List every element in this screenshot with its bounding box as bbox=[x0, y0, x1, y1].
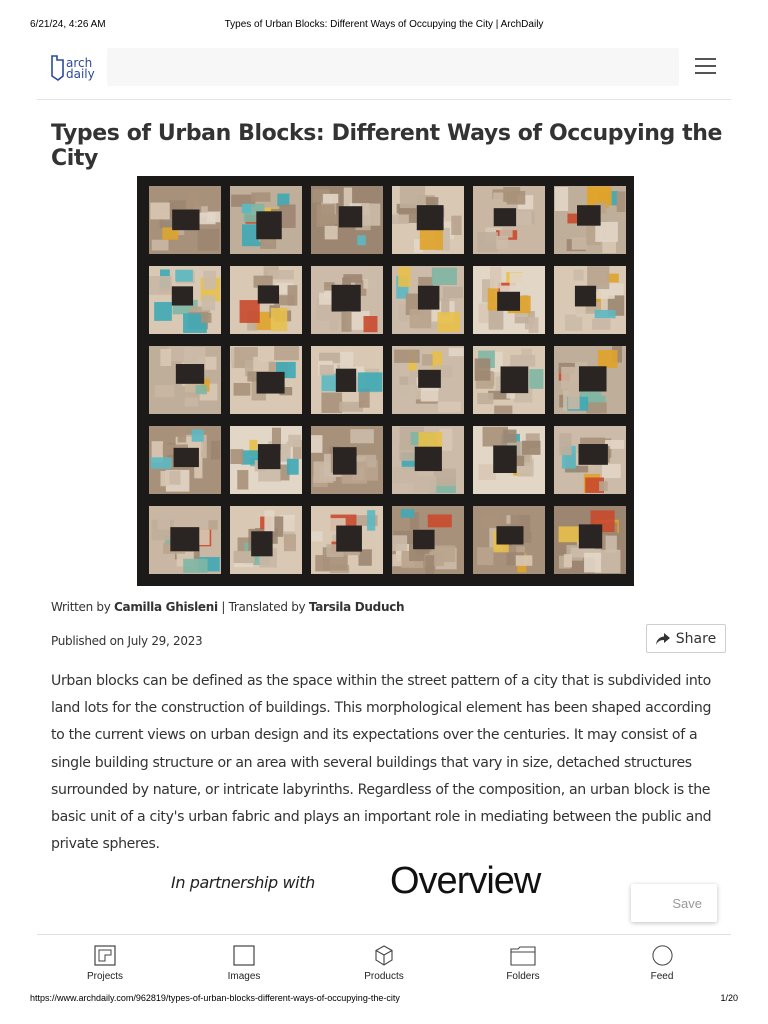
print-header bbox=[0, 19, 768, 33]
nav-feed[interactable] bbox=[622, 945, 702, 982]
city-block bbox=[473, 346, 545, 414]
share-button[interactable] bbox=[646, 624, 726, 653]
byline bbox=[51, 600, 404, 614]
city-block bbox=[311, 186, 383, 254]
city-block bbox=[392, 346, 464, 414]
partner-logo[interactable]: Overview bbox=[390, 860, 541, 902]
city-block bbox=[392, 186, 464, 254]
bottom-nav bbox=[37, 934, 731, 986]
city-block bbox=[554, 346, 626, 414]
nav-projects[interactable] bbox=[65, 945, 145, 982]
projects-icon bbox=[94, 945, 116, 966]
city-block bbox=[230, 186, 302, 254]
archdaily-logo[interactable] bbox=[49, 52, 101, 84]
city-block bbox=[554, 506, 626, 574]
print-page-number: 1/20 bbox=[720, 993, 738, 1003]
translator-link[interactable]: Tarsila Duduch bbox=[308, 600, 405, 614]
print-document-title: Types of Urban Blocks: Different Ways of Occupying the City | ArchDaily bbox=[224, 19, 544, 30]
byline-translated-prefix: | Translated by bbox=[217, 600, 309, 614]
city-block bbox=[311, 426, 383, 494]
nav-label-folders: Folders bbox=[506, 971, 540, 982]
images-icon bbox=[233, 945, 255, 966]
city-block bbox=[473, 506, 545, 574]
print-url: https://www.archdaily.com/962819/types-of-urban-blocks-different-ways-of-occupying-the-city bbox=[30, 993, 400, 1003]
nav-label-images: Images bbox=[227, 971, 261, 982]
aerial-city-grid-image bbox=[137, 176, 634, 586]
hamburger-menu-icon[interactable] bbox=[695, 58, 717, 76]
city-block bbox=[311, 506, 383, 574]
hero-image[interactable] bbox=[137, 176, 634, 586]
nav-label-projects: Projects bbox=[86, 971, 124, 982]
city-block bbox=[230, 266, 302, 334]
folders-icon bbox=[510, 945, 536, 966]
published-date: Published on July 29, 2023 bbox=[51, 634, 203, 648]
city-block bbox=[230, 346, 302, 414]
city-block bbox=[149, 186, 221, 254]
feed-icon bbox=[651, 945, 674, 966]
city-block bbox=[554, 426, 626, 494]
save-button[interactable]: Save bbox=[631, 884, 717, 922]
nav-label-products: Products bbox=[364, 971, 404, 982]
logo-text-daily: daily bbox=[66, 67, 95, 81]
print-date: 6/21/24, 4:26 AM bbox=[30, 19, 106, 30]
city-block bbox=[392, 266, 464, 334]
archdaily-logo-icon bbox=[49, 54, 67, 82]
city-block bbox=[473, 426, 545, 494]
logo-text bbox=[66, 58, 95, 80]
share-icon bbox=[656, 633, 670, 645]
search-bar[interactable] bbox=[107, 48, 679, 86]
nav-products[interactable] bbox=[344, 945, 424, 982]
logo-text-arch: arch bbox=[66, 56, 93, 70]
city-block bbox=[392, 506, 464, 574]
print-footer bbox=[0, 993, 768, 1007]
city-block bbox=[230, 426, 302, 494]
city-block bbox=[311, 266, 383, 334]
products-icon bbox=[373, 945, 395, 966]
share-label: Share bbox=[675, 630, 717, 647]
byline-written-prefix: Written by bbox=[51, 600, 115, 614]
site-header bbox=[37, 46, 731, 100]
partnership-label: In partnership with bbox=[171, 873, 315, 892]
city-block bbox=[149, 346, 221, 414]
author-link[interactable]: Camilla Ghisleni bbox=[114, 600, 218, 614]
city-block bbox=[311, 346, 383, 414]
nav-images[interactable] bbox=[204, 945, 284, 982]
city-block bbox=[149, 506, 221, 574]
city-block bbox=[149, 426, 221, 494]
city-block bbox=[149, 266, 221, 334]
city-block bbox=[554, 266, 626, 334]
city-block bbox=[473, 186, 545, 254]
city-block bbox=[473, 266, 545, 334]
city-block bbox=[554, 186, 626, 254]
city-block bbox=[230, 506, 302, 574]
city-block bbox=[392, 426, 464, 494]
article-body: Urban blocks can be defined as the space within the street pattern of a city that is subdivided into land lots for the construction of buildings. This morphological element has been shaped according to the current views on urban design and its expectations over the centuries. It may consist of a single building structure or an area with several buildings that vary in size, detached structures surrounded by nature, or intricate labyrinths. Regardless of the composition, an urban block is the basic unit of a city's urban fabric and plays an important role in mediating between the public and private spheres. bbox=[51, 673, 712, 853]
nav-folders[interactable] bbox=[483, 945, 563, 982]
nav-label-feed: Feed bbox=[650, 971, 674, 982]
article-title: Types of Urban Blocks: Different Ways of Occupying the City bbox=[51, 121, 722, 171]
